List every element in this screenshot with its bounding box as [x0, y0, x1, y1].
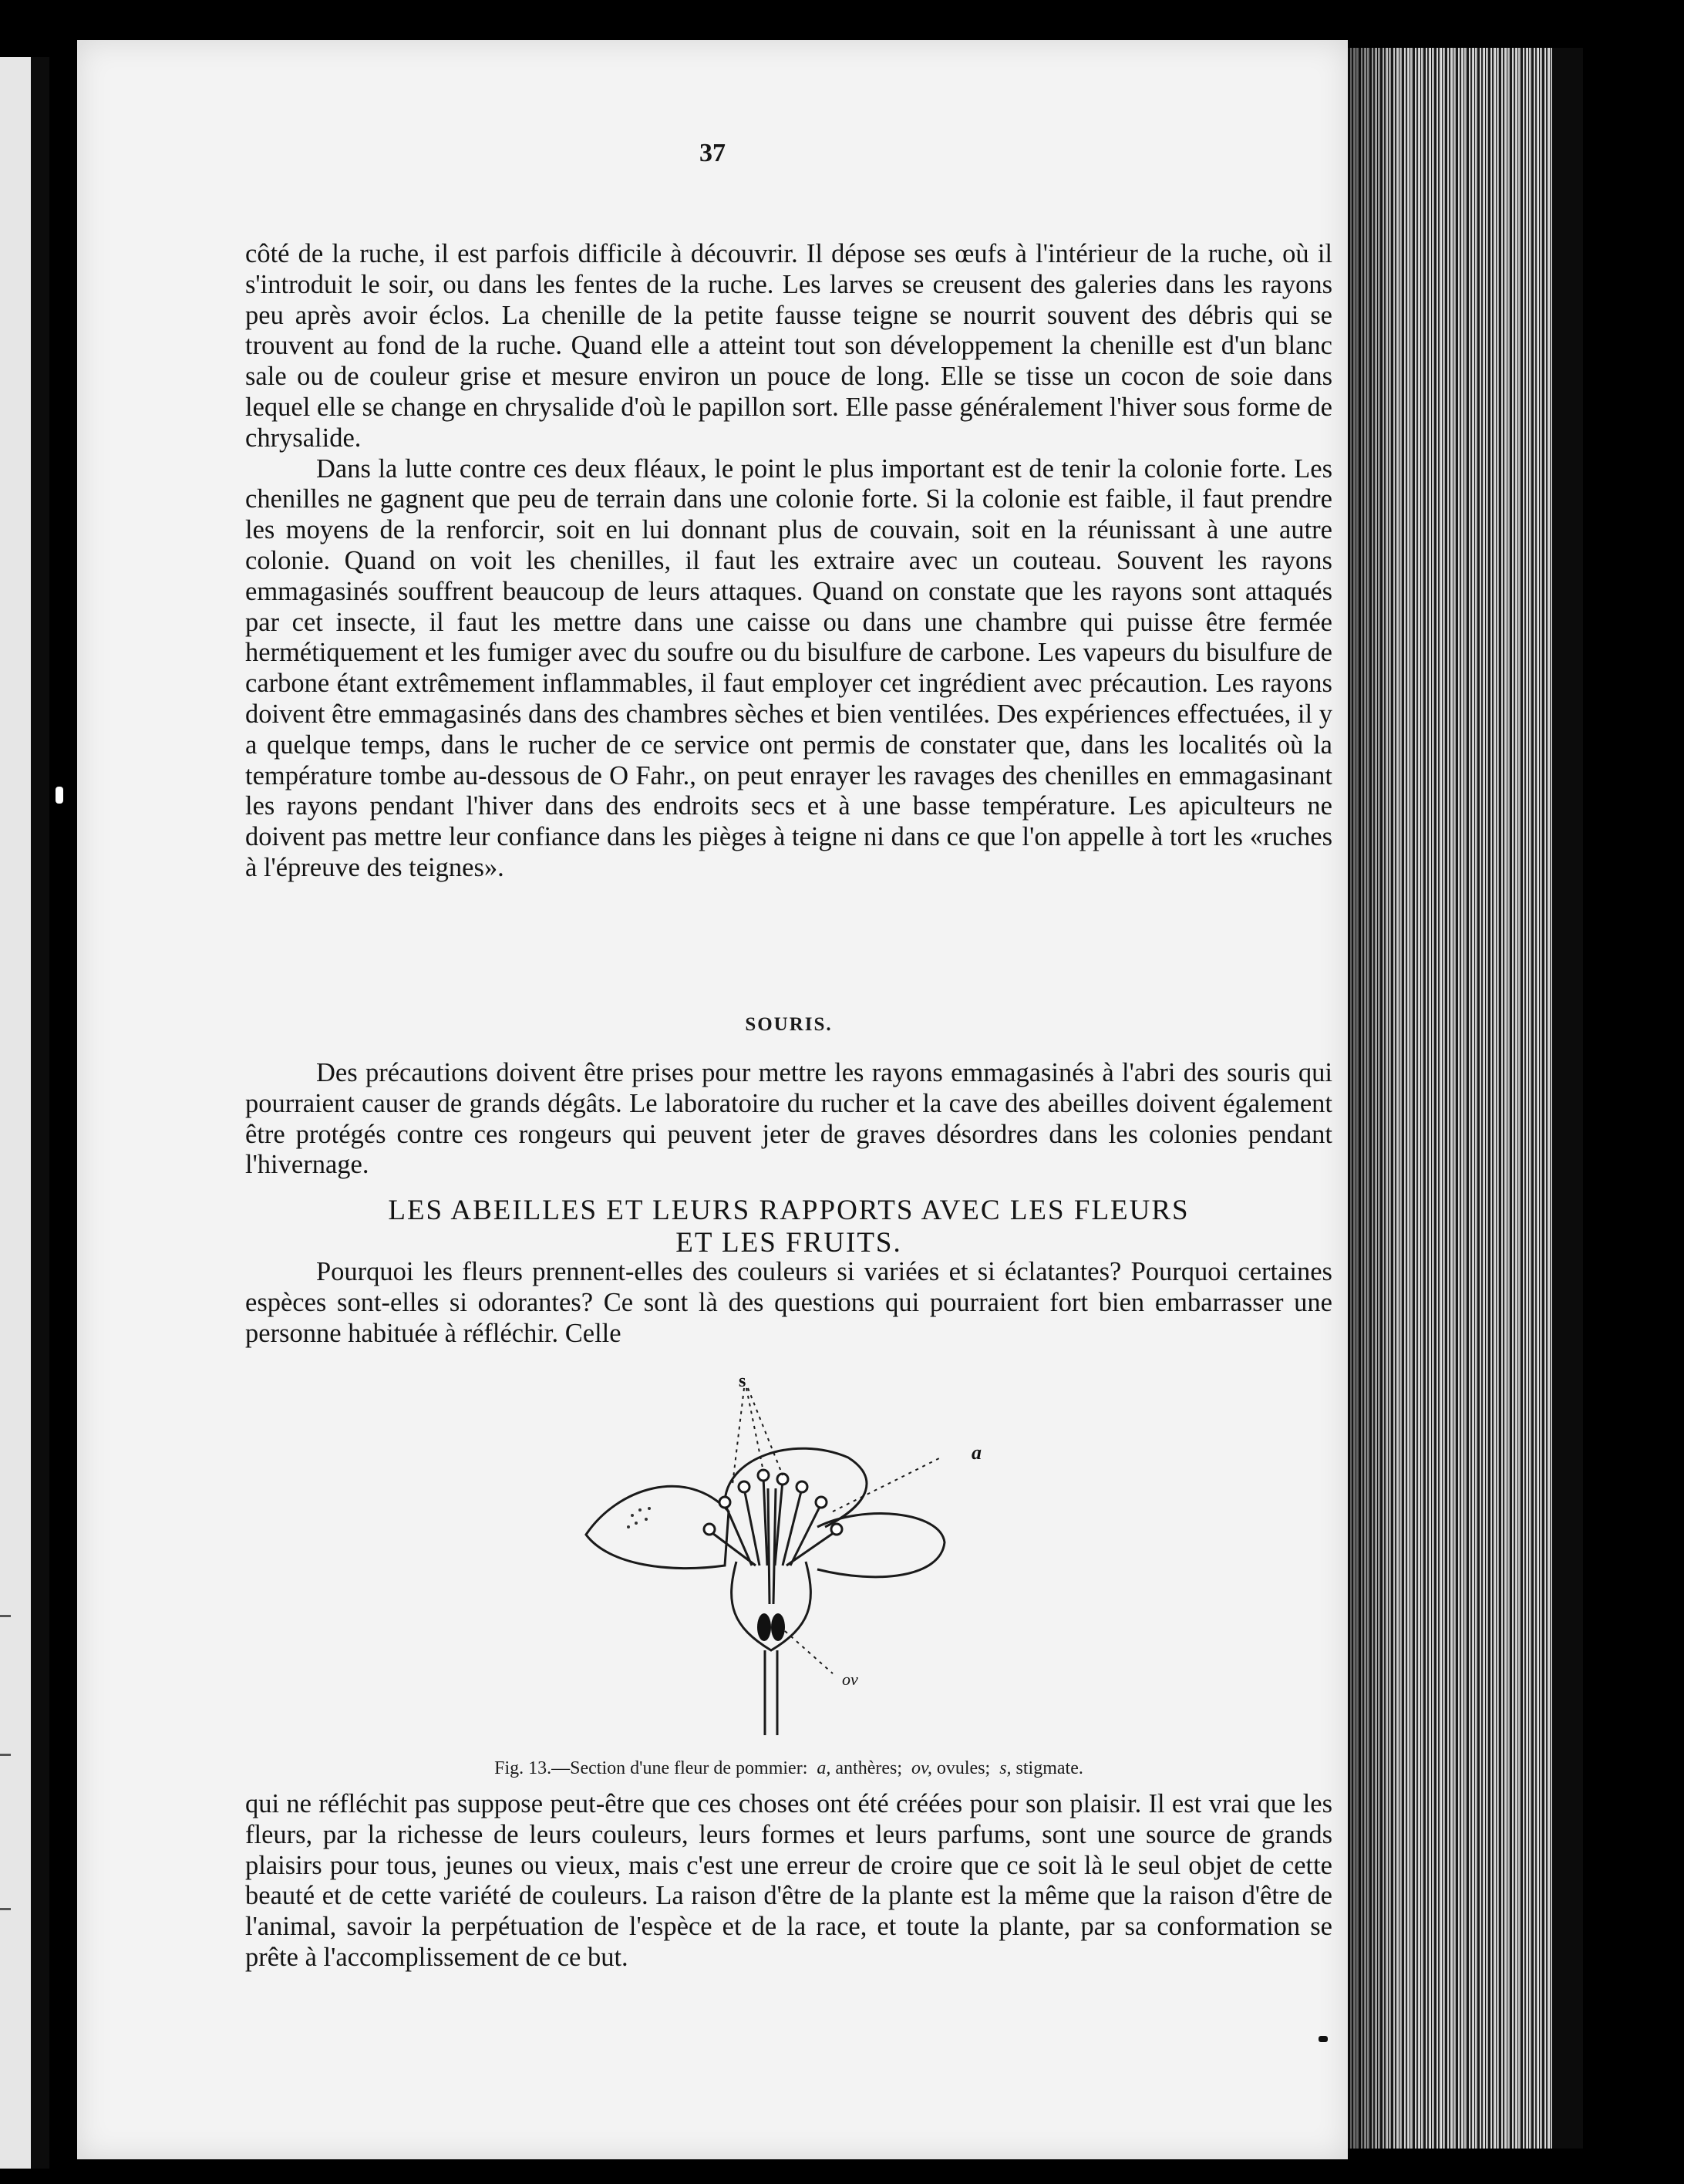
section-title	[245, 1195, 1332, 1259]
left-page-mark	[0, 1615, 11, 1617]
text-block-fleurs	[245, 1257, 1332, 1349]
caption-key: s,	[999, 1758, 1012, 1778]
ovule	[771, 1613, 785, 1641]
book-page-edges	[1348, 48, 1583, 2149]
book-page	[77, 40, 1348, 2159]
paragraph: côté de la ruche, il est parfois difficile à découvrir. Il dépose ses œufs à l'intérieur de la ruche, où il s'introduit le soir, ou dans les fentes de la ruche. Les larves se creusent des galeries dans les rayons peu après avoir éclos. La chenille de la petite fausse teigne se nourrit souvent des débris qui se trouvent au fond de la ruche. Quand elle a atteint tout son développement la chenille est d'un blanc sale ou de couleur grise et mesure environ un pouce de long. Elle se tisse un cocon de soie dans lequel elle se change en chrysalide d'où le papillon sort. Elle passe généralement l'hiver sous forme de chrysalide.	[245, 239, 1332, 453]
figure-label-s: s	[739, 1373, 746, 1391]
anther	[797, 1481, 807, 1492]
caption-prefix: Fig. 13.—Section d'une fleur de pommier:	[494, 1758, 808, 1778]
paragraph: Pourquoi les fleurs prennent-elles des couleurs si variées et si éclatantes? Pourquoi certaines espèces sont-elles si odorantes? Ce sont là des questions qui pourraient fort bien embarrasser une personne habituée à réfléchir. Celle	[245, 1257, 1332, 1348]
anther	[719, 1497, 730, 1508]
text-block-souris	[245, 1058, 1332, 1181]
left-page-edge	[0, 57, 49, 2169]
caption-key: a,	[817, 1758, 831, 1778]
caption-key: ov,	[911, 1758, 932, 1778]
caption-text: stigmate.	[1015, 1758, 1083, 1778]
left-page-mark	[0, 1908, 11, 1910]
ink-speck	[1319, 2036, 1328, 2042]
section-title-line: ET LES FRUITS.	[675, 1227, 902, 1259]
anther	[704, 1524, 715, 1535]
anther	[816, 1497, 827, 1508]
anther	[739, 1481, 749, 1492]
figure-label-a: a	[972, 1441, 982, 1464]
anther	[758, 1470, 769, 1481]
page-number: 37	[699, 139, 726, 167]
left-page-mark	[0, 1754, 11, 1756]
binding-spot	[56, 787, 63, 804]
paragraph: qui ne réfléchit pas suppose peut-être que ces choses ont été créées pour son plaisir. Il est vrai que les fleurs, par la richesse de leurs couleurs, leurs formes et leurs parfums, sont une source de grands plaisirs pour tous, jeunes ou vieux, mais c'est une erreur de croire que ce soit là le seul objet de cette beauté et de cette variété de couleurs. La raison d'être de la plante est la même que la raison d'être de l'animal, savoir la perpétuation de l'espèce et de la race, et toute la plante, par sa conformation se prête à l'accomplissement de ce but.	[245, 1789, 1332, 1972]
apple-flower-section-illustration	[540, 1373, 1033, 1751]
subheading-souris: SOURIS.	[745, 1014, 833, 1035]
caption-text: anthères;	[835, 1758, 902, 1778]
anther	[831, 1524, 842, 1535]
section-title-line: LES ABEILLES ET LEURS RAPPORTS AVEC LES FLEURS	[388, 1195, 1190, 1226]
ovule	[757, 1613, 771, 1641]
text-block-conclusion	[245, 1789, 1332, 1973]
figure-label-ov: ov	[842, 1670, 858, 1689]
text-block-intro	[245, 239, 1332, 884]
paragraph: Des précautions doivent être prises pour mettre les rayons emmagasinés à l'abri des souris qui pourraient causer de grands dégâts. Le laboratoire du rucher et la cave des abeilles doivent également être protégés contre ces rongeurs qui peuvent jeter de graves désordres dans les colonies pendant l'hivernage.	[245, 1058, 1332, 1180]
stem	[765, 1650, 777, 1735]
caption-text: ovules;	[936, 1758, 991, 1778]
receptacle	[732, 1562, 811, 1650]
anther	[777, 1474, 788, 1485]
style	[768, 1488, 776, 1604]
pointer-ov	[785, 1631, 833, 1673]
pointer-a	[833, 1458, 941, 1512]
figure-caption	[245, 1758, 1332, 1779]
paragraph: Dans la lutte contre ces deux fléaux, le point le plus important est de tenir la colonie forte. Les chenilles ne gagnent que peu de terrain dans une colonie forte. Si la colonie est faible, il faut prendre les moyens de la renforcir, soit en lui donnant plus de couvain, soit en la réunissant à une autre colonie. Quand on voit les chenilles, il faut les extraire avec un couteau. Souvent les rayons emmagasinés souffrent beaucoup de leurs attaques. Quand on constate que les rayons sont attaqués par cet insecte, il faut les mettre dans une caisse ou dans une chambre qui puisse être fermée hermétiquement et les fumiger avec du soufre ou du bisulfure de carbone. Les vapeurs du bisulfure de carbone étant extrêmement inflammables, il faut employer cet ingrédient avec précaution. Les rayons doivent être emmagasinés dans des chambres sèches et bien ventilées. Des expériences effectuées, il y a quelque temps, dans le rucher de ce service ont permis de constater que, dans les localités où la température tombe au-dessous de O Fahr., on peut enrayer les ravages des chenilles en emmagasinant les rayons pendant l'hiver dans des endroits secs et à une basse température. Les apiculteurs ne doivent pas mettre leur confiance dans les pièges à teigne ni dans ce que l'on appelle à tort les «ruches à l'épreuve des teignes».	[245, 453, 1332, 882]
